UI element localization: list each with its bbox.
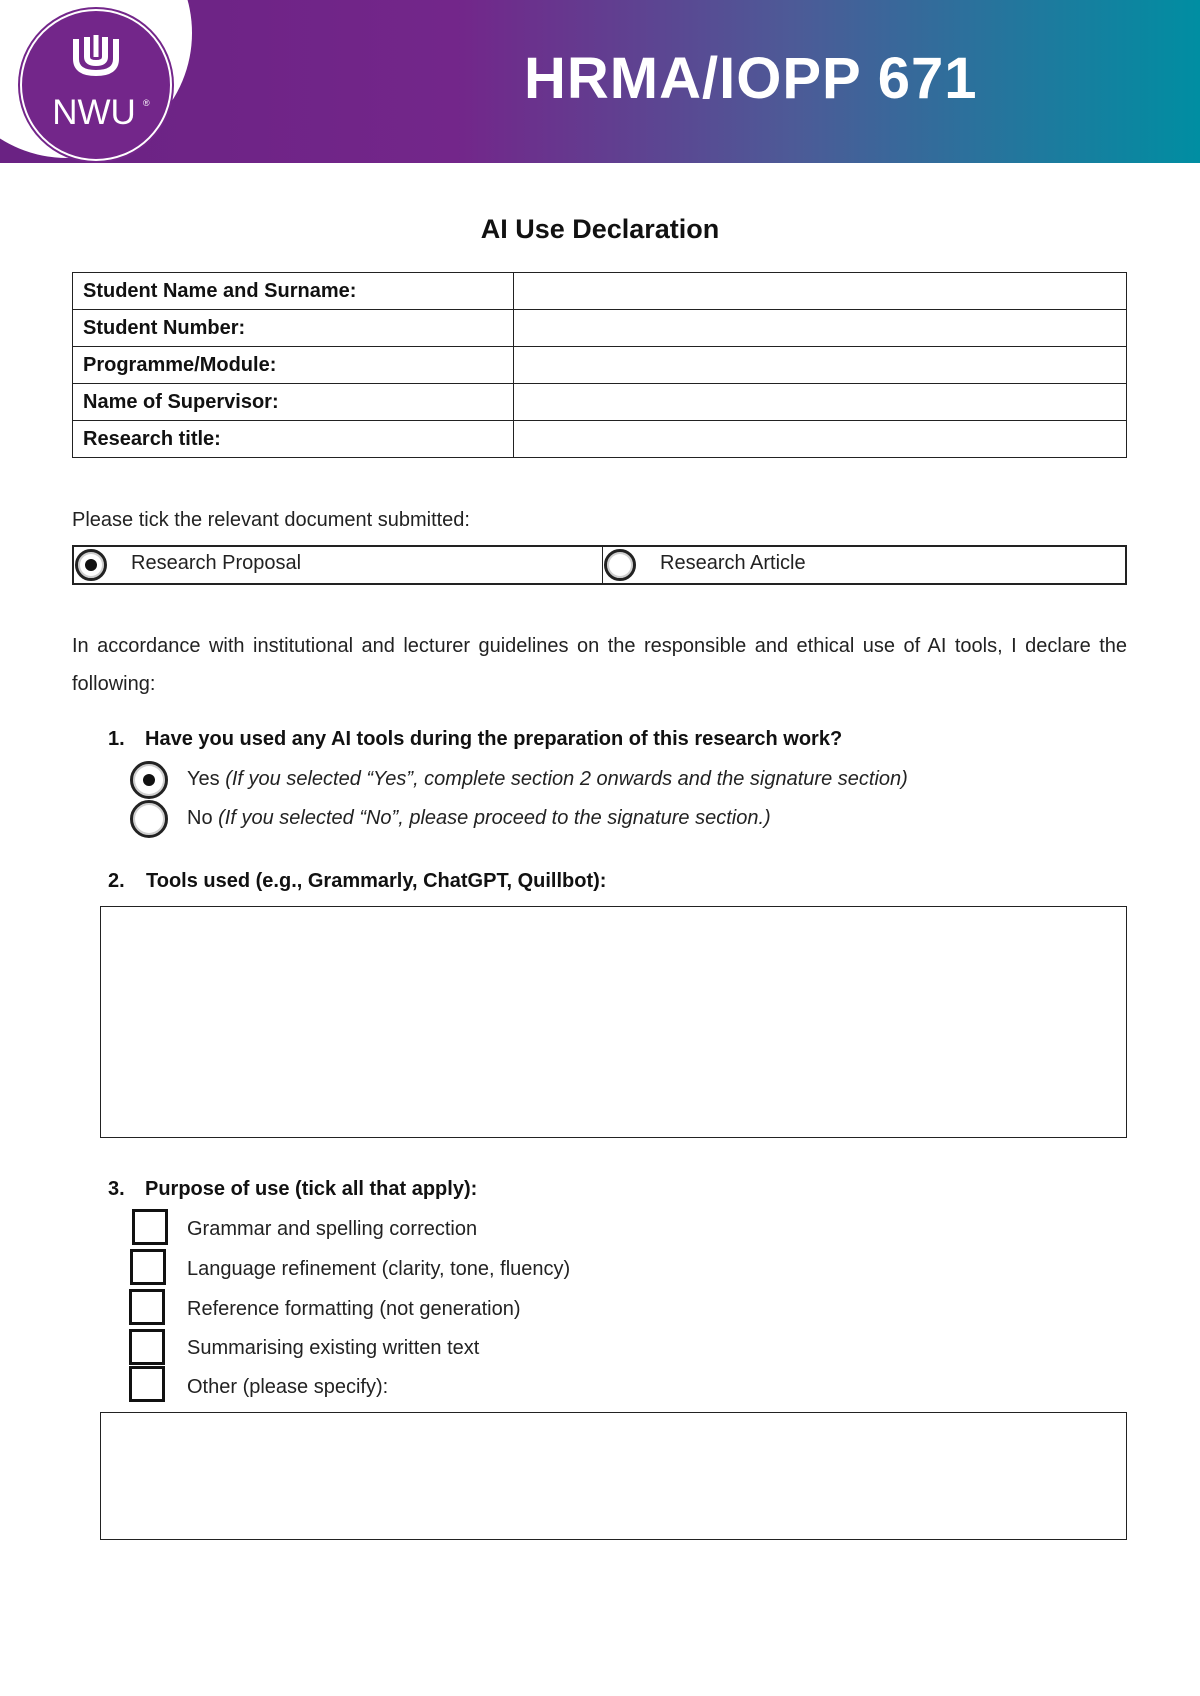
research-title-field[interactable] xyxy=(514,421,1127,458)
table-row xyxy=(73,310,1127,347)
document-type-group xyxy=(72,545,1127,585)
table-row xyxy=(73,273,1127,310)
q2-question: Tools used (e.g., Grammarly, ChatGPT, Quillbot): xyxy=(146,870,607,892)
q2-number: 2. xyxy=(108,870,125,892)
option-research-article[interactable] xyxy=(602,547,1131,583)
q3-number: 3. xyxy=(108,1178,125,1200)
purpose-grammar-checkbox[interactable] xyxy=(132,1209,168,1245)
q1-yes-note: (If you selected “Yes”, complete section 2 onwards and the signature section) xyxy=(225,768,908,790)
tools-used-textbox[interactable] xyxy=(100,906,1127,1138)
radio-selected-dot xyxy=(143,774,155,786)
research-proposal-label: Research Proposal xyxy=(131,552,302,574)
q1-no-option xyxy=(187,807,771,830)
q1-no-radio[interactable] xyxy=(130,800,168,838)
student-info-table xyxy=(72,272,1127,458)
option-research-proposal[interactable] xyxy=(74,547,602,583)
logo-text: NWU xyxy=(52,93,136,132)
supervisor-label: Name of Supervisor: xyxy=(73,384,514,421)
student-name-field[interactable] xyxy=(514,273,1127,310)
student-number-label: Student Number: xyxy=(73,310,514,347)
q1-yes-radio[interactable] xyxy=(130,761,168,799)
other-purpose-textbox[interactable] xyxy=(100,1412,1127,1540)
q1-yes-option xyxy=(187,768,908,791)
nwu-logo xyxy=(20,9,172,161)
student-number-field[interactable] xyxy=(514,310,1127,347)
purpose-grammar-label: Grammar and spelling correction xyxy=(187,1218,478,1240)
research-article-radio[interactable] xyxy=(604,549,636,581)
purpose-other-checkbox[interactable] xyxy=(129,1366,165,1402)
purpose-language-checkbox[interactable] xyxy=(130,1249,166,1285)
research-proposal-radio[interactable] xyxy=(75,549,107,581)
page-title: AI Use Declaration xyxy=(480,214,720,244)
programme-field[interactable] xyxy=(514,347,1127,384)
research-article-label: Research Article xyxy=(660,552,806,574)
q1-number: 1. xyxy=(108,728,125,750)
purpose-summarising-checkbox[interactable] xyxy=(129,1329,165,1365)
q1-no-note: (If you selected “No”, please proceed to the signature section.) xyxy=(218,807,771,829)
student-name-label: Student Name and Surname: xyxy=(73,273,514,310)
programme-label: Programme/Module: xyxy=(73,347,514,384)
purpose-reference-checkbox[interactable] xyxy=(129,1289,165,1325)
table-row xyxy=(73,384,1127,421)
research-title-label: Research title: xyxy=(73,421,514,458)
supervisor-field[interactable] xyxy=(514,384,1127,421)
table-row xyxy=(73,347,1127,384)
declaration-intro: In accordance with institutional and lecturer guidelines on the responsible and ethical use of AI tools, I declare the following: xyxy=(72,635,1127,695)
q1-yes-label: Yes xyxy=(187,768,220,790)
q3-question: Purpose of use (tick all that apply): xyxy=(145,1178,478,1200)
radio-selected-dot xyxy=(85,559,97,571)
purpose-reference-label: Reference formatting (not generation) xyxy=(187,1298,521,1320)
document-prompt: Please tick the relevant document submitted: xyxy=(72,509,470,531)
table-row xyxy=(73,421,1127,458)
purpose-other-label: Other (please specify): xyxy=(187,1376,389,1398)
header-banner xyxy=(0,0,1200,163)
purpose-summarising-label: Summarising existing written text xyxy=(187,1337,480,1359)
course-code: HRMA/IOPP 671 xyxy=(524,46,978,111)
q1-no-label: No xyxy=(187,807,213,829)
purpose-language-label: Language refinement (clarity, tone, fluency) xyxy=(187,1258,571,1280)
q1-question: Have you used any AI tools during the preparation of this research work? xyxy=(145,728,843,750)
nwu-emblem-icon xyxy=(70,33,122,77)
registered-mark: ® xyxy=(143,98,150,108)
